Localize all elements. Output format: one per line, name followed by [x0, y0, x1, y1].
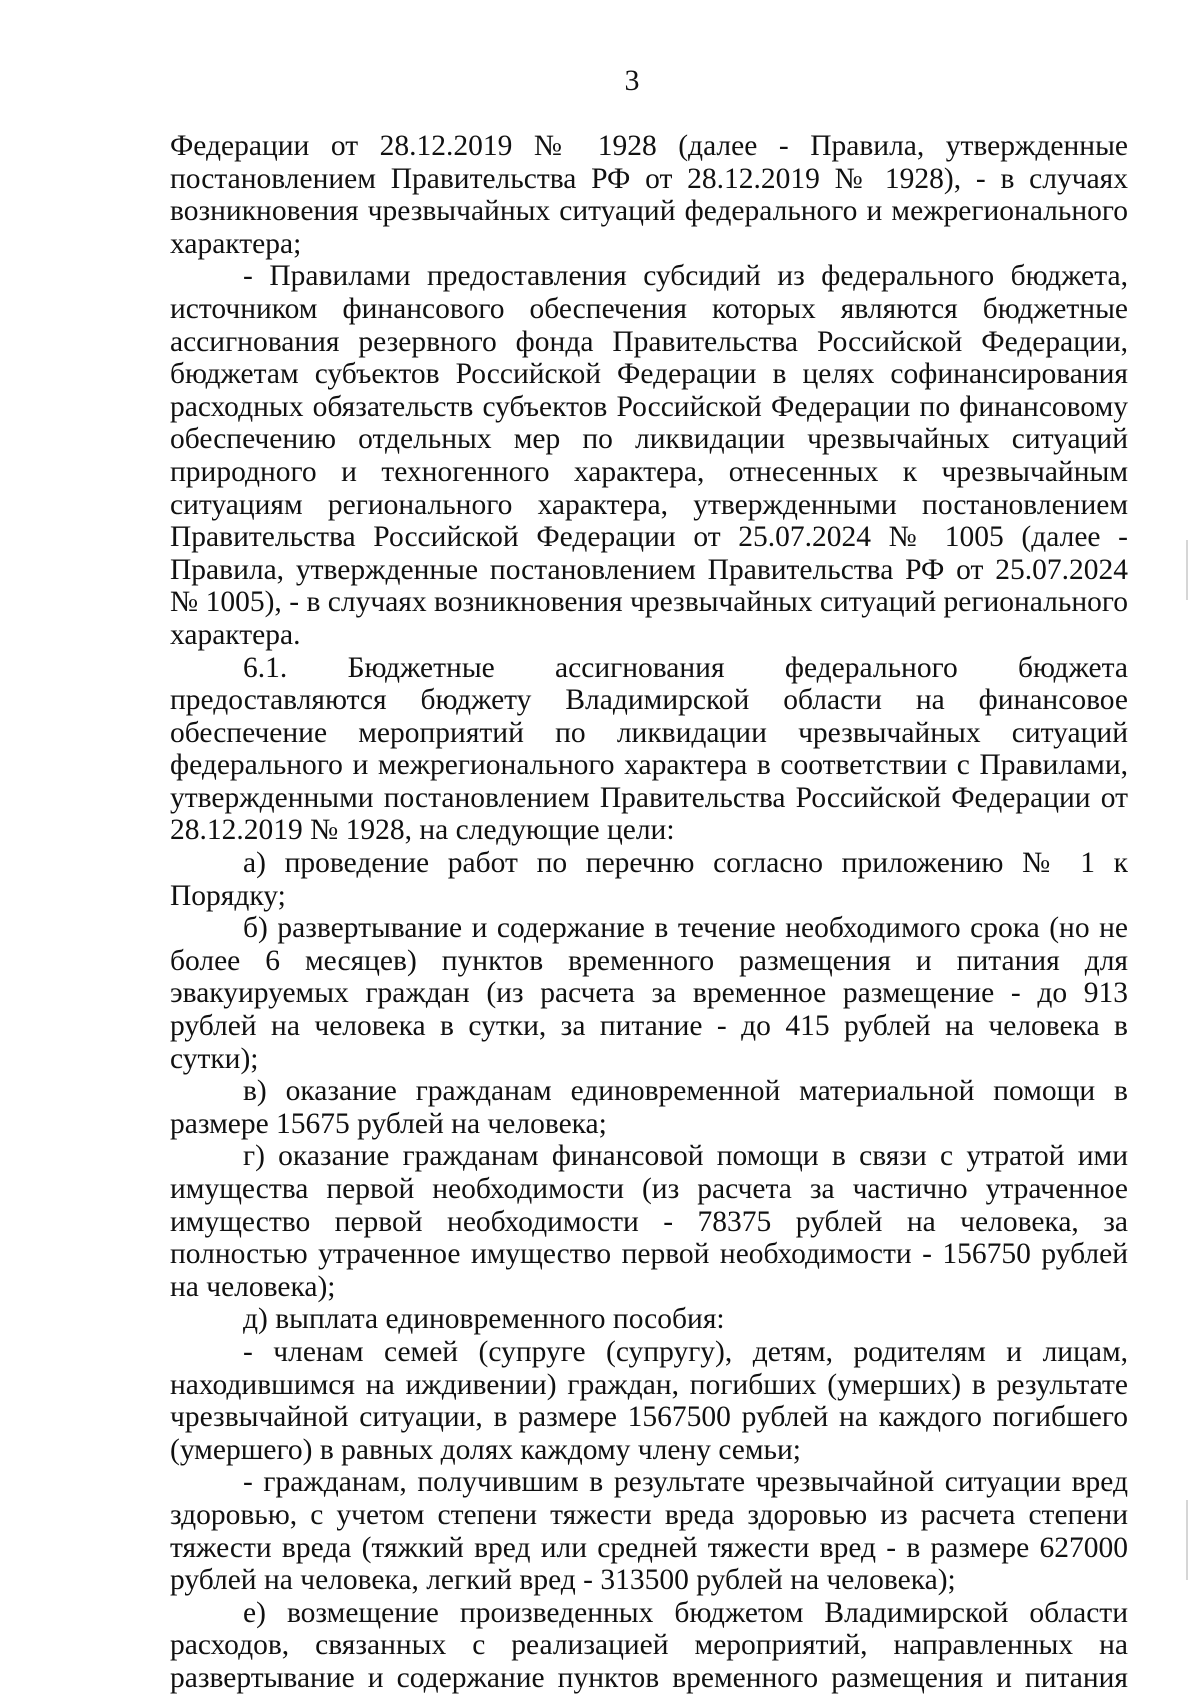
list-item-d: д) выплата единовременного пособия:: [243, 1303, 725, 1336]
scan-edge-mark: [1186, 540, 1188, 600]
paragraph-continuation: Федерации от 28.12.2019 № 1928 (далее - Правила, утвержденные постановлением Правительства РФ от 28.12.2019 № 1928), - в случаях возникновения чрезвычайных ситуаций федерального и межрегионального характера;: [170, 130, 1128, 260]
list-item-v: в) оказание гражданам единовременной материальной помощи в размере 15675 рублей на человека;: [170, 1075, 1128, 1140]
document-body: [170, 130, 1128, 1695]
list-item-e: е) возмещение произведенных бюджетом Владимирской области расходов, связанных с реализацией мероприятий, направленных на развертывание и содержание пунктов временного размещения и питания: [170, 1596, 1128, 1694]
list-item-a: а) проведение работ по перечню согласно приложению № 1 к Порядку;: [170, 847, 1128, 912]
scan-edge-mark: [1186, 1500, 1188, 1580]
page-number: 3: [624, 64, 640, 97]
paragraph-6-1: 6.1. Бюджетные ассигнования федерального бюджета предоставляются бюджету Владимирской области на финансовое обеспечение мероприятий по ликвидации чрезвычайных ситуаций федерального и межрегионального характера в соответствии с Правилами, утвержденными постановлением Правительства Российской Федерации от 28.12.2019 № 1928, на следующие цели:: [170, 651, 1128, 847]
list-item-b: б) развертывание и содержание в течение необходимого срока (но не более 6 месяцев) пунктов временного размещения и питания для эвакуируемых граждан (из расчета за временное размещение - до 913 рублей на человека в сутки, за питание - до 415 рублей на человека в сутки);: [170, 912, 1128, 1075]
list-item-g: г) оказание гражданам финансовой помощи в связи с утратой ими имущества первой необходимости (из расчета за частично утраченное имущество первой необходимости - 78375 рублей на человека, за полностью утраченное имущество первой необходимости - 156750 рублей на человека);: [170, 1140, 1128, 1303]
paragraph-rules-subsidies: - Правилами предоставления субсидий из федерального бюджета, источником финансового обеспечения которых являются бюджетные ассигнования резервного фонда Правительства Российской Федерации, бюджетам субъектов Российской Федерации в целях софинансирования расходных обязательств субъектов Российской Федерации по финансовому обеспечению отдельных мер по ликвидации чрезвычайных ситуаций природного и техногенного характера, отнесенных к чрезвычайным ситуациям регионального характера, утвержденными постановлением Правительства Российской Федерации от 25.07.2024 № 1005 (далее - Правила, утвержденные постановлением Правительства РФ от 25.07.2024 № 1005), - в случаях возникновения чрезвычайных ситуаций регионального характера.: [170, 260, 1128, 651]
list-subitem-health-harm: - гражданам, получившим в результате чрезвычайной ситуации вред здоровью, с учетом степени тяжести вреда здоровью из расчета степени тяжести вреда (тяжкий вред или средней тяжести вред - в размере 627000 рублей на человека, легкий вред - 313500 рублей на человека);: [170, 1466, 1128, 1597]
list-subitem-family-members: - членам семей (супруге (супругу), детям, родителям и лицам, находившимся на иждивении) граждан, погибших (умерших) в результате чрезвычайной ситуации, в размере 1567500 рублей на каждого погибшего (умершего) в равных долях каждому члену семьи;: [170, 1335, 1128, 1466]
